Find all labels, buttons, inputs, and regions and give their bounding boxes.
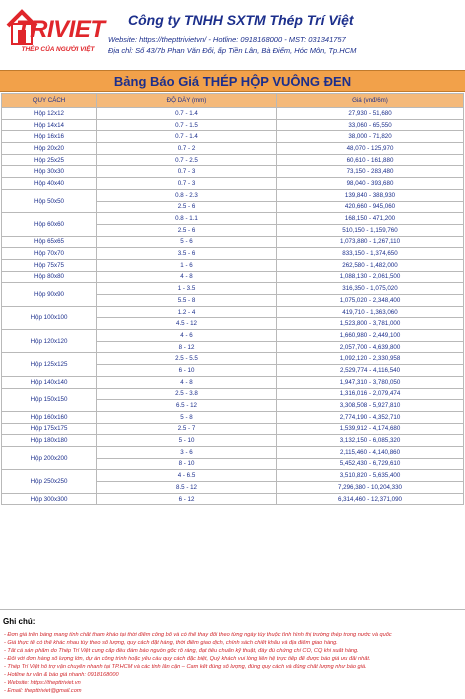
cell-thickness: 0.7 - 3 xyxy=(97,166,277,178)
cell-thickness: 2.5 - 6 xyxy=(97,201,277,213)
cell-spec: Hộp 90x90 xyxy=(2,283,97,306)
cell-spec: Hộp 200x200 xyxy=(2,446,97,469)
note-line: - Thép Trí Việt hỗ trợ vận chuyển nhanh tại TP.HCM và các tỉnh lân cận – Cam kết đúng số lượng, đúng quy cách và đúng chất lượng như báo giá. xyxy=(4,664,367,670)
table-row xyxy=(2,108,464,120)
cell-spec: Hộp 140x140 xyxy=(2,376,97,388)
cell-thickness: 2.5 - 5.5 xyxy=(97,353,277,365)
cell-price: 98,040 - 393,680 xyxy=(277,178,464,190)
cell-thickness: 6 - 10 xyxy=(97,365,277,377)
company-address-line: Địa chỉ: Số 43/7b Phan Văn Đối, ấp Tiền Lân, Bà Điểm, Hóc Môn, Tp.HCM xyxy=(108,46,357,55)
table-row xyxy=(2,493,464,505)
company-name: Công ty TNHH SXTM Thép Trí Việt xyxy=(128,12,354,28)
cell-price: 168,150 - 471,200 xyxy=(277,213,464,225)
table-row xyxy=(2,178,464,190)
cell-thickness: 8 - 10 xyxy=(97,458,277,470)
cell-spec: Hộp 100x100 xyxy=(2,306,97,329)
cell-spec: Hộp 20x20 xyxy=(2,143,97,155)
cell-thickness: 0.7 - 2 xyxy=(97,143,277,155)
cell-price: 1,088,130 - 2,061,500 xyxy=(277,271,464,283)
cell-thickness: 4.5 - 12 xyxy=(97,318,277,330)
cell-price: 833,150 - 1,374,650 xyxy=(277,248,464,260)
table-row xyxy=(2,330,464,342)
cell-price: 3,308,508 - 5,927,810 xyxy=(277,400,464,412)
cell-price: 60,610 - 161,880 xyxy=(277,154,464,166)
cell-thickness: 4 - 6.5 xyxy=(97,470,277,482)
note-hotline[interactable]: - Hotline tư vấn & báo giá nhanh: 0918168000 xyxy=(4,672,119,678)
logo-wordmark: TRIVIET xyxy=(16,16,105,43)
cell-thickness: 3.5 - 6 xyxy=(97,248,277,260)
cell-spec: Hộp 125x125 xyxy=(2,353,97,376)
cell-spec: Hộp 14x14 xyxy=(2,119,97,131)
column-header-spec: QUY CÁCH xyxy=(2,94,97,108)
cell-thickness: 2.5 - 7 xyxy=(97,423,277,435)
table-header-row xyxy=(2,94,464,108)
table-row xyxy=(2,166,464,178)
cell-price: 3,132,150 - 6,085,320 xyxy=(277,435,464,447)
cell-thickness: 0.7 - 1.4 xyxy=(97,108,277,120)
cell-price: 2,529,774 - 4,116,540 xyxy=(277,365,464,377)
cell-thickness: 0.8 - 2.3 xyxy=(97,189,277,201)
cell-thickness: 1.2 - 4 xyxy=(97,306,277,318)
cell-thickness: 1 - 6 xyxy=(97,259,277,271)
table-row xyxy=(2,376,464,388)
cell-price: 2,057,700 - 4,639,800 xyxy=(277,341,464,353)
cell-thickness: 3 - 6 xyxy=(97,446,277,458)
cell-spec: Hộp 12x12 xyxy=(2,108,97,120)
table-row xyxy=(2,271,464,283)
cell-thickness: 6.5 - 12 xyxy=(97,400,277,412)
cell-spec: Hộp 70x70 xyxy=(2,248,97,260)
cell-price: 73,150 - 283,480 xyxy=(277,166,464,178)
table-row xyxy=(2,259,464,271)
cell-price: 27,930 - 51,680 xyxy=(277,108,464,120)
cell-spec: Hộp 65x65 xyxy=(2,236,97,248)
cell-price: 2,774,190 - 4,352,710 xyxy=(277,411,464,423)
table-row xyxy=(2,306,464,318)
cell-spec: Hộp 40x40 xyxy=(2,178,97,190)
price-table xyxy=(1,93,464,505)
table-row xyxy=(2,119,464,131)
table-row xyxy=(2,213,464,225)
price-table-title: Bảng Báo Giá THÉP HỘP VUÔNG ĐEN xyxy=(113,73,352,89)
company-contact-line: Website: https://thepttrivietvn/ - Hotline: 0918168000 - MST: 031341757 xyxy=(108,35,346,44)
cell-spec: Hộp 30x30 xyxy=(2,166,97,178)
cell-price: 1,660,980 - 2,449,100 xyxy=(277,330,464,342)
table-row xyxy=(2,248,464,260)
cell-price: 1,075,020 - 2,348,400 xyxy=(277,295,464,307)
cell-price: 6,314,460 - 12,371,090 xyxy=(277,493,464,505)
cell-price: 5,452,430 - 6,729,610 xyxy=(277,458,464,470)
cell-thickness: 0.7 - 1.4 xyxy=(97,131,277,143)
cell-price: 316,350 - 1,075,020 xyxy=(277,283,464,295)
cell-price: 48,070 - 125,970 xyxy=(277,143,464,155)
cell-thickness: 6 - 12 xyxy=(97,493,277,505)
table-row xyxy=(2,411,464,423)
cell-thickness: 8.5 - 12 xyxy=(97,482,277,494)
table-row xyxy=(2,143,464,155)
cell-price: 7,296,380 - 10,204,330 xyxy=(277,482,464,494)
price-table-title-bar xyxy=(0,70,465,92)
cell-spec: Hộp 120x120 xyxy=(2,330,97,353)
cell-price: 1,539,912 - 4,174,680 xyxy=(277,423,464,435)
notes-title: Ghi chú: xyxy=(3,617,36,626)
column-header-price: Giá (vnđ/6m) xyxy=(277,94,464,108)
table-row xyxy=(2,353,464,365)
table-row xyxy=(2,435,464,447)
table-row xyxy=(2,154,464,166)
cell-thickness: 5 - 10 xyxy=(97,435,277,447)
cell-thickness: 0.8 - 1.1 xyxy=(97,213,277,225)
cell-thickness: 5.5 - 8 xyxy=(97,295,277,307)
table-row xyxy=(2,423,464,435)
cell-price: 1,947,310 - 3,780,050 xyxy=(277,376,464,388)
cell-spec: Hộp 160x160 xyxy=(2,411,97,423)
table-row xyxy=(2,388,464,400)
cell-spec: Hộp 175x175 xyxy=(2,423,97,435)
cell-spec: Hộp 250x250 xyxy=(2,470,97,493)
cell-spec: Hộp 300x300 xyxy=(2,493,97,505)
page-header xyxy=(0,0,465,68)
cell-spec: Hộp 25x25 xyxy=(2,154,97,166)
note-line: - Đơn giá trên bảng mang tính chất tham khảo tại thời điểm công bố và có thể thay đổi theo từng ngày tùy thuộc tình hình thị trường thép trong nước và quốc xyxy=(4,632,392,638)
cell-thickness: 4 - 8 xyxy=(97,376,277,388)
table-row xyxy=(2,446,464,458)
cell-thickness: 1 - 3.5 xyxy=(97,283,277,295)
cell-price: 262,580 - 1,482,000 xyxy=(277,259,464,271)
cell-price: 1,316,016 - 2,079,474 xyxy=(277,388,464,400)
cell-spec: Hộp 180x180 xyxy=(2,435,97,447)
note-line: - Đối với đơn hàng số lượng lớn, dự án công trình hoặc yêu cầu quy cách đặc biệt, Quý khách vui lòng liên hệ trực tiếp để được báo giá ưu đãi nhất. xyxy=(4,656,371,662)
cell-thickness: 0.7 - 3 xyxy=(97,178,277,190)
cell-price: 420,660 - 945,060 xyxy=(277,201,464,213)
table-row xyxy=(2,236,464,248)
cell-spec: Hộp 75x75 xyxy=(2,259,97,271)
cell-price: 1,073,880 - 1,267,110 xyxy=(277,236,464,248)
cell-spec: Hộp 16x16 xyxy=(2,131,97,143)
cell-price: 3,510,820 - 5,635,400 xyxy=(277,470,464,482)
cell-thickness: 5 - 6 xyxy=(97,236,277,248)
cell-spec: Hộp 60x60 xyxy=(2,213,97,236)
cell-price: 2,115,460 - 4,140,860 xyxy=(277,446,464,458)
cell-thickness: 0.7 - 2.5 xyxy=(97,154,277,166)
cell-price: 1,523,800 - 3,781,000 xyxy=(277,318,464,330)
cell-price: 139,840 - 388,930 xyxy=(277,189,464,201)
cell-thickness: 2.5 - 3.8 xyxy=(97,388,277,400)
company-logo[interactable] xyxy=(2,6,110,53)
table-row xyxy=(2,283,464,295)
cell-price: 1,092,120 - 2,330,958 xyxy=(277,353,464,365)
cell-price: 510,150 - 1,159,760 xyxy=(277,224,464,236)
cell-spec: Hộp 80x80 xyxy=(2,271,97,283)
note-email[interactable]: - Email: thepttriviet@gmail.com xyxy=(4,688,82,694)
table-row xyxy=(2,189,464,201)
cell-thickness: 2.5 - 6 xyxy=(97,224,277,236)
note-website[interactable]: - Website: https://thepttriviet.vn xyxy=(4,680,81,686)
cell-thickness: 8 - 12 xyxy=(97,341,277,353)
cell-thickness: 4 - 6 xyxy=(97,330,277,342)
cell-thickness: 4 - 8 xyxy=(97,271,277,283)
cell-thickness: 5 - 8 xyxy=(97,411,277,423)
table-row xyxy=(2,470,464,482)
cell-spec: Hộp 50x50 xyxy=(2,189,97,212)
note-line: - Tất cả sản phẩm do Thép Trí Việt cung cấp đều đảm bảo nguồn gốc rõ ràng, đạt tiêu chuẩn kỹ thuật, đầy đủ chứng chỉ CO, CQ khi xuất hàng. xyxy=(4,648,359,654)
table-row xyxy=(2,131,464,143)
notes-section xyxy=(0,609,465,699)
cell-thickness: 0.7 - 1.5 xyxy=(97,119,277,131)
logo-slogan: THÉP CỦA NGƯỜI VIỆT xyxy=(21,46,95,53)
cell-price: 33,060 - 65,550 xyxy=(277,119,464,131)
cell-price: 38,000 - 71,820 xyxy=(277,131,464,143)
cell-price: 419,710 - 1,363,060 xyxy=(277,306,464,318)
note-line: - Giá thực tế có thể khác nhau tùy theo số lượng, quy cách đặt hàng, thời điểm giao dịch, chính sách chiết khấu và địa điểm giao hàng. xyxy=(4,640,338,646)
price-table-body xyxy=(2,108,464,505)
cell-spec: Hộp 150x150 xyxy=(2,388,97,411)
column-header-thickness: ĐỘ DÀY (mm) xyxy=(97,94,277,108)
